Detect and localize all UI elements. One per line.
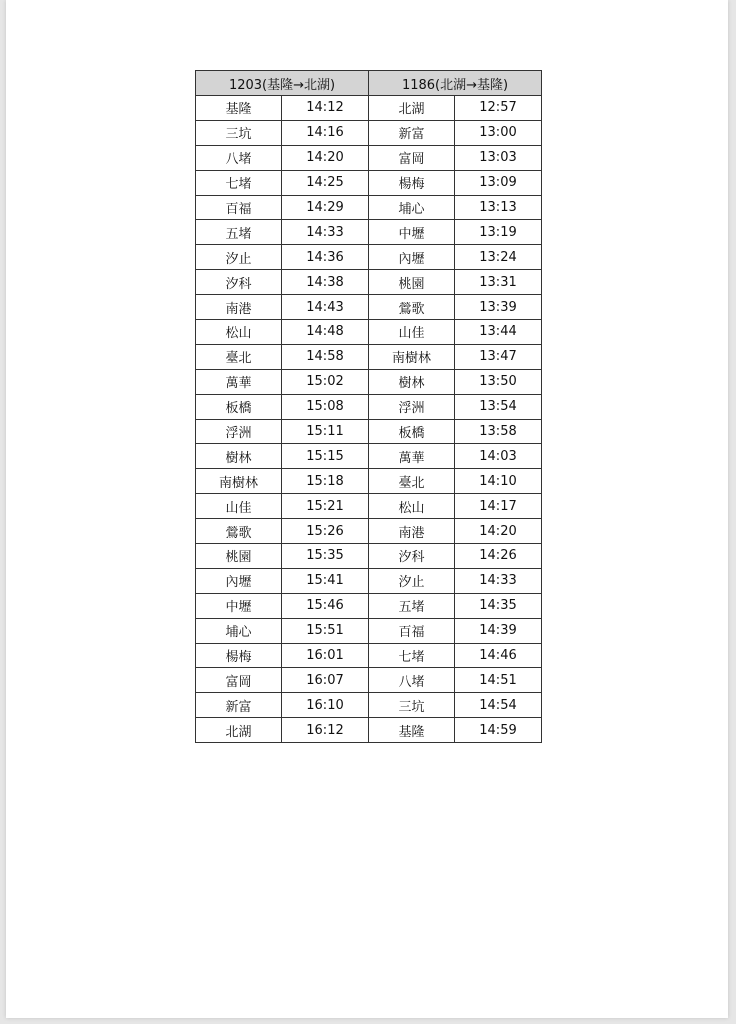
train-a-time-cell: 15:18 [282,469,369,494]
train-b-station-cell: 楊梅 [369,170,455,195]
table-row [196,718,542,743]
train-a-station-cell: 基隆 [196,96,282,121]
table-row [196,120,542,145]
train-a-station-cell: 浮洲 [196,419,282,444]
train-a-station-cell: 內壢 [196,568,282,593]
train-b-time-cell: 14:39 [455,618,542,643]
train-b-time-cell: 14:20 [455,519,542,544]
train-a-station-cell: 南港 [196,295,282,320]
train-a-station-cell: 七堵 [196,170,282,195]
table-row [196,668,542,693]
train-b-station-cell: 樹林 [369,369,455,394]
train-a-time-cell: 14:48 [282,320,369,345]
train-b-time-cell: 14:54 [455,693,542,718]
train-b-time-cell: 14:26 [455,544,542,569]
train-a-station-cell: 南樹林 [196,469,282,494]
table-row [196,693,542,718]
train-a-time-cell: 14:38 [282,270,369,295]
train-b-station-cell: 北湖 [369,96,455,121]
train-b-time-cell: 13:50 [455,369,542,394]
train-b-time-cell: 13:58 [455,419,542,444]
table-row [196,145,542,170]
train-b-station-cell: 三坑 [369,693,455,718]
train-a-station-cell: 富岡 [196,668,282,693]
train-schedule-table [195,70,542,743]
train-b-station-cell: 汐科 [369,544,455,569]
train-a-time-cell: 14:29 [282,195,369,220]
table-row [196,195,542,220]
document-page [6,0,728,1018]
table-row [196,369,542,394]
train-a-time-cell: 15:41 [282,568,369,593]
train-a-time-cell: 15:08 [282,394,369,419]
table-row [196,593,542,618]
train-b-time-cell: 14:35 [455,593,542,618]
schedule-body [196,96,542,743]
train-a-station-cell: 臺北 [196,344,282,369]
train-a-time-cell: 15:46 [282,593,369,618]
train-b-time-cell: 14:33 [455,568,542,593]
table-row [196,444,542,469]
train-a-time-cell: 14:43 [282,295,369,320]
train-a-time-cell: 16:07 [282,668,369,693]
table-row [196,618,542,643]
table-row [196,96,542,121]
table-row [196,220,542,245]
train-a-station-cell: 山佳 [196,494,282,519]
table-row [196,295,542,320]
train-b-time-cell: 13:00 [455,120,542,145]
table-row [196,544,542,569]
train-b-time-cell: 13:47 [455,344,542,369]
train-b-station-cell: 新富 [369,120,455,145]
train-b-time-cell: 14:59 [455,718,542,743]
train-b-time-cell: 14:03 [455,444,542,469]
train-b-time-cell: 13:44 [455,320,542,345]
train-a-station-cell: 汐止 [196,245,282,270]
train-b-station-cell: 八堵 [369,668,455,693]
train-a-station-cell: 樹林 [196,444,282,469]
train-a-station-cell: 松山 [196,320,282,345]
table-row [196,270,542,295]
train-a-station-cell: 汐科 [196,270,282,295]
train-a-station-cell: 板橋 [196,394,282,419]
train-a-time-cell: 14:58 [282,344,369,369]
train-a-time-cell: 16:10 [282,693,369,718]
train-a-station-cell: 桃園 [196,544,282,569]
train-a-station-cell: 埔心 [196,618,282,643]
train-b-time-cell: 14:17 [455,494,542,519]
train-b-time-cell: 13:03 [455,145,542,170]
train-b-station-cell: 百福 [369,618,455,643]
train-b-station-cell: 臺北 [369,469,455,494]
train-b-time-cell: 13:54 [455,394,542,419]
header-row [196,71,542,96]
train-b-station-cell: 桃園 [369,270,455,295]
train-b-station-cell: 萬華 [369,444,455,469]
train-b-station-cell: 山佳 [369,320,455,345]
table-row [196,643,542,668]
table-row [196,170,542,195]
train-a-station-cell: 三坑 [196,120,282,145]
train-b-station-cell: 鶯歌 [369,295,455,320]
table-row [196,344,542,369]
train-a-station-cell: 新富 [196,693,282,718]
train-b-station-cell: 五堵 [369,593,455,618]
train-a-station-cell: 五堵 [196,220,282,245]
table-row [196,394,542,419]
train-a-time-cell: 15:11 [282,419,369,444]
train-b-time-cell: 13:13 [455,195,542,220]
train-a-station-cell: 楊梅 [196,643,282,668]
train-b-header: 1186(北湖→基隆) [369,71,542,96]
train-b-time-cell: 14:51 [455,668,542,693]
train-b-station-cell: 南樹林 [369,344,455,369]
train-a-time-cell: 14:12 [282,96,369,121]
train-a-time-cell: 15:21 [282,494,369,519]
train-b-station-cell: 內壢 [369,245,455,270]
table-row [196,469,542,494]
train-a-time-cell: 15:02 [282,369,369,394]
train-a-time-cell: 16:12 [282,718,369,743]
train-b-time-cell: 13:19 [455,220,542,245]
train-a-time-cell: 15:51 [282,618,369,643]
train-b-station-cell: 汐止 [369,568,455,593]
train-a-time-cell: 14:16 [282,120,369,145]
train-a-time-cell: 15:26 [282,519,369,544]
train-a-station-cell: 八堵 [196,145,282,170]
train-a-time-cell: 15:15 [282,444,369,469]
table-row [196,494,542,519]
train-b-time-cell: 13:39 [455,295,542,320]
train-a-station-cell: 萬華 [196,369,282,394]
table-row [196,568,542,593]
train-a-station-cell: 北湖 [196,718,282,743]
train-b-time-cell: 14:10 [455,469,542,494]
train-b-station-cell: 板橋 [369,419,455,444]
train-b-station-cell: 中壢 [369,220,455,245]
train-b-station-cell: 埔心 [369,195,455,220]
train-a-time-cell: 15:35 [282,544,369,569]
train-a-header: 1203(基隆→北湖) [196,71,369,96]
train-a-station-cell: 鶯歌 [196,519,282,544]
table-row [196,320,542,345]
train-b-time-cell: 13:31 [455,270,542,295]
train-b-station-cell: 富岡 [369,145,455,170]
train-b-station-cell: 基隆 [369,718,455,743]
train-a-time-cell: 14:25 [282,170,369,195]
train-b-time-cell: 13:09 [455,170,542,195]
train-b-time-cell: 14:46 [455,643,542,668]
train-b-station-cell: 松山 [369,494,455,519]
train-b-station-cell: 南港 [369,519,455,544]
train-b-station-cell: 浮洲 [369,394,455,419]
table-row [196,419,542,444]
train-a-time-cell: 14:33 [282,220,369,245]
table-row [196,519,542,544]
table-row [196,245,542,270]
train-a-time-cell: 14:20 [282,145,369,170]
train-a-time-cell: 14:36 [282,245,369,270]
train-a-time-cell: 16:01 [282,643,369,668]
train-b-station-cell: 七堵 [369,643,455,668]
train-b-time-cell: 13:24 [455,245,542,270]
train-a-station-cell: 中壢 [196,593,282,618]
train-b-time-cell: 12:57 [455,96,542,121]
train-a-station-cell: 百福 [196,195,282,220]
